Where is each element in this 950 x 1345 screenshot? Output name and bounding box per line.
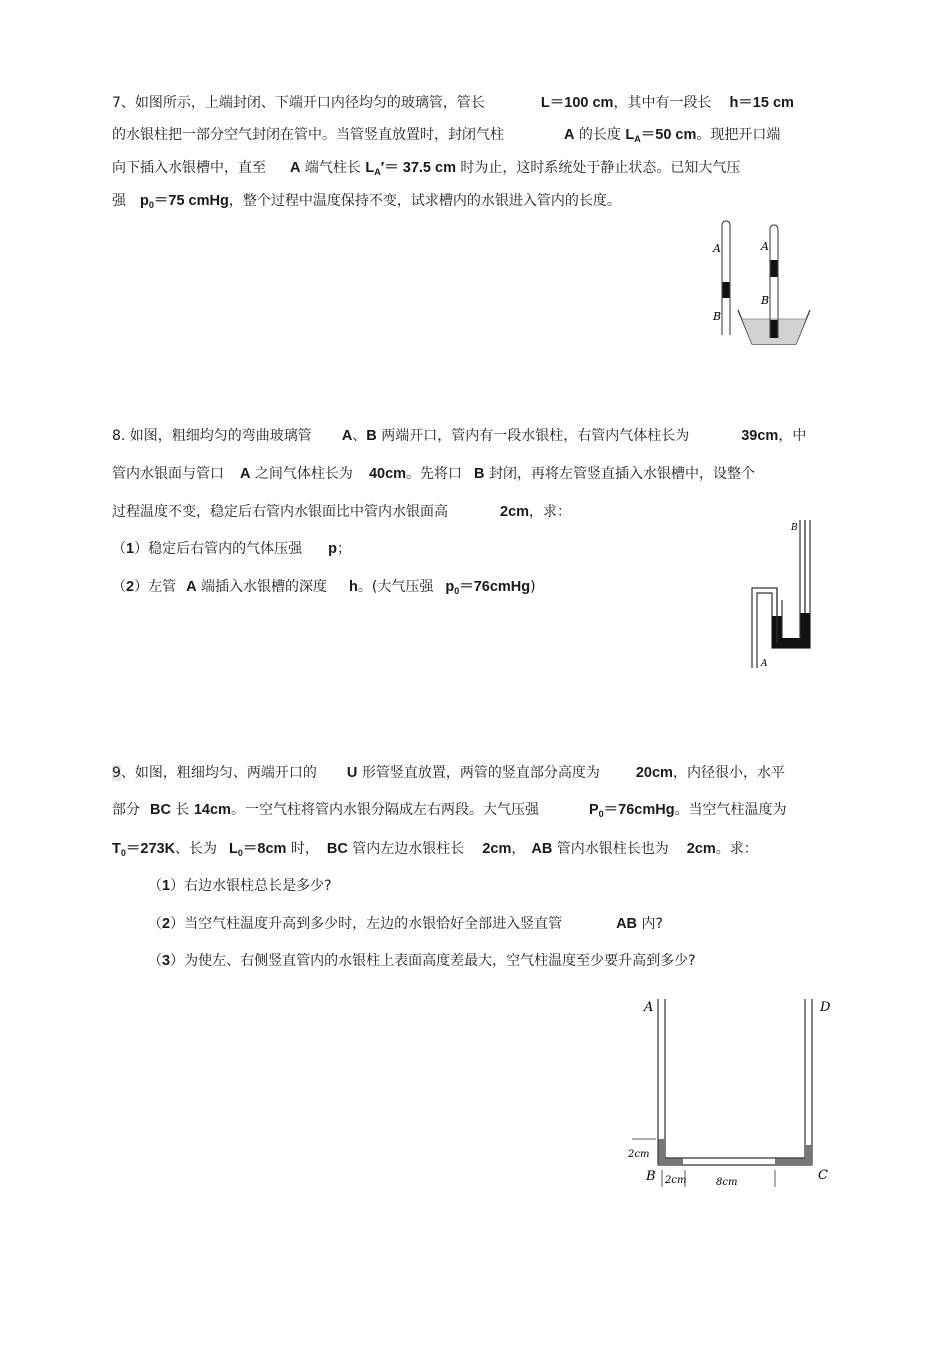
q8-sub-1: （1）稳定后右管内的气体压强 p； (112, 541, 351, 557)
q8-line-2: 管内水银面与管口 A 之间气体柱长为 40cm。先将口 B 封闭，再将左管竖直插入水银槽中，设整个 (112, 466, 755, 482)
q9-fig-label-b: B (646, 1169, 656, 1184)
svg-text:A: A (761, 240, 769, 253)
q7-fig-label-a: A (713, 242, 721, 255)
q8-sub-2: （2）左管 A 端插入水银槽的深度 h。(大气压强 $p_0=76cmHg$) (112, 579, 536, 596)
q8-fig-label-b: B (791, 523, 798, 533)
q8-line-3: 过程温度不变，稳定后右管内水银面比中管内水银面高 2cm，求： (112, 504, 572, 520)
q7-line-4: 强 $p_0=75$ cmHg，整个过程中温度保持不变，试求槽内的水银进入管内的长度。 (112, 193, 621, 210)
q7-mercury-length: h＝15 cm (729, 95, 794, 111)
q8-figure (745, 518, 815, 673)
q9-fig-label-c: C (818, 1168, 828, 1183)
q9-figure (620, 995, 845, 1195)
q9-t0: ＝273K (125, 841, 176, 857)
q9-sub-1: （1）右边水银柱总长是多少? (148, 878, 332, 894)
q8-fig-label-a: A (761, 659, 768, 669)
q7-line-1: 7、如图所示，上端封闭、下端开口内径均匀的玻璃管，管长 L＝100 cm，其中有一段长 h＝15 cm (112, 95, 794, 111)
q7-figure (700, 220, 820, 350)
q9-vertical-height: 20cm (635, 765, 673, 781)
q9-p0: ＝76cmHg (603, 802, 675, 818)
svg-text:B: B (761, 294, 770, 307)
q8-p0: ＝76cmHg (459, 579, 531, 595)
q9-fig-height-2cm: 2cm (628, 1149, 650, 1160)
q7-la: ＝50 cm (640, 127, 697, 143)
q9-line-2: 部分 BC 长 14cm。一空气柱将管内水银分隔成左右两段。大气压强 $P_0=76cmHg$。当空气柱温度为 (112, 802, 787, 819)
q7-text: 7、如图所示，上端封闭、下端开口内径均匀的玻璃管，管长 (112, 95, 485, 111)
q8-height-diff: 2cm (500, 504, 530, 520)
q7-line-2: 的水银柱把一部分空气封闭在管中。当管竖直放置时，封闭气柱 A 的长度 $L_A=50$ cm。现把开口端 (112, 127, 781, 144)
q9-line-3: $T_0=273K$、长为 $L_0=8cm$ 时， BC 管内左边水银柱长 2cm， AB 管内水银柱长也为 2cm。求： (112, 841, 758, 858)
q9-fig-label-a: A (644, 1000, 654, 1015)
q8-gas-length-right: 39cm (741, 428, 779, 444)
q9-fig-width-2cm: 2cm (665, 1175, 687, 1186)
q9-sub-3: （3）为使左、右侧竖直管内的水银柱上表面高度差最大，空气柱温度至少要升高到多少? (148, 953, 696, 969)
q9-fig-label-d: D (820, 1000, 831, 1015)
q8-gas-length-mid: 40cm (368, 466, 407, 482)
q7-line-3: 向下插入水银槽中，直至 A 端气柱长 $L_A'= 37.5$ cm 时为止，这时系统处于静止状态。已知大气压 (112, 160, 741, 177)
q9-fig-width-8cm: 8cm (716, 1177, 738, 1188)
q8-line-1: 8. 如图，粗细均匀的弯曲玻璃管 A、B 两端开口，管内有一段水银柱，右管内气体柱长为 39cm，中 (112, 428, 807, 444)
q7-la-prime: ＝ 37.5 cm (384, 160, 456, 176)
q7-p0: ＝75 cmHg (153, 193, 229, 209)
q7-fig-label-b: B (713, 310, 722, 323)
q7-tube-length: L＝100 cm (540, 95, 614, 111)
q9-l0: ＝8cm (242, 841, 287, 857)
q9-sub-2: （2）当空气柱温度升高到多少时，左边的水银恰好全部进入竖直管 AB 内? (148, 916, 663, 932)
q9-line-1: 9、如图，粗细均匀、两端开口的 U 形管竖直放置，两管的竖直部分高度为 20cm，内径很小，水平 (112, 765, 785, 781)
q9-bc-length: 14cm (193, 802, 231, 818)
